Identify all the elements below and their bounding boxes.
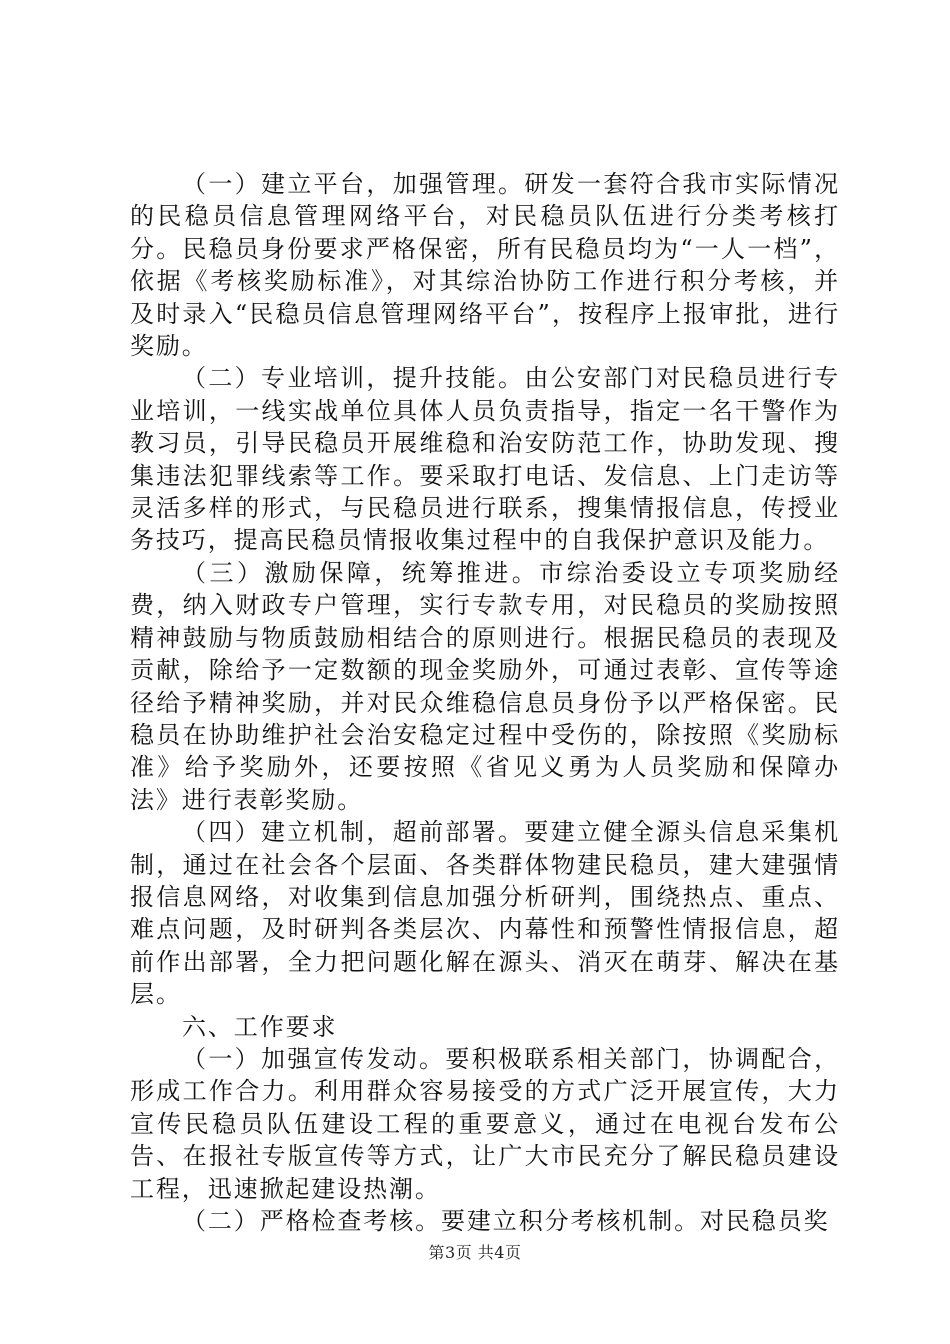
paragraph-incentive-guarantee: （三）激励保障，统筹推进。市综治委设立专项奖励经费，纳入财政专户管理，实行专款专用，对民稳员的奖励按照精神鼓励与物质鼓励相结合的原则进行。根据民稳员的表现及贡献，除给予一定数额的现金奖励外，可通过表彰、宣传等途径给予精神奖励，并对民众维稳信息员身份予以严格保密。民稳员在协助维护社会治安稳定过程中受伤的，除按照《奖励标准》给予奖励外，还要按照《省见义勇为人员奖励和保障办法》进行表彰奖励。 [130, 558, 840, 814]
page-number-footer: 第3页 共4页 [428, 1243, 522, 1262]
document-body [130, 168, 840, 1237]
paragraph-platform-management: （一）建立平台，加强管理。研发一套符合我市实际情况的民稳员信息管理网络平台，对民稳员队伍进行分类考核打分。民稳员身份要求严格保密，所有民稳员均为“一人一档”，依据《考核奖励标准》，对其综治协防工作进行积分考核，并及时录入“民稳员信息管理网络平台”，按程序上报审批，进行奖励。 [130, 170, 840, 361]
paragraph-inspection-assessment: （二）严格检查考核。要建立积分考核机制。对民稳员奖 [182, 1207, 830, 1235]
paragraph-professional-training: （二）专业培训，提升技能。由公安部门对民稳员进行专业培训，一线实战单位具体人员负责指导，指定一名干警作为教习员，引导民稳员开展维稳和治安防范工作，协助发现、搜集违法犯罪线索等工作。要采取打电话、发信息、上门走访等灵活多样的形式，与民稳员进行联系，搜集情报信息，传授业务技巧，提高民稳员情报收集过程中的自我保护意识及能力。 [130, 364, 840, 555]
paragraph-publicity-mobilization: （一）加强宣传发动。要积极联系相关部门，协调配合，形成工作合力。利用群众容易接受的方式广泛开展宣传，大力宣传民稳员队伍建设工程的重要意义，通过在电视台发布公告、在报社专版宣传等方式，让广大市民充分了解民稳员建设工程，迅速掀起建设热潮。 [130, 1044, 840, 1203]
section-heading-work-requirements: 六、工作要求 [182, 1012, 338, 1041]
paragraph-mechanism-deployment: （四）建立机制，超前部署。要建立健全源头信息采集机制，通过在社会各个层面、各类群体物建民稳员，建大建强情报信息网络，对收集到信息加强分析研判，围绕热点、重点、难点问题，及时研判各类层次、内幕性和预警性情报信息，超前作出部署，全力把问题化解在源头、消灭在萌芽、解决在基层。 [130, 818, 840, 1009]
